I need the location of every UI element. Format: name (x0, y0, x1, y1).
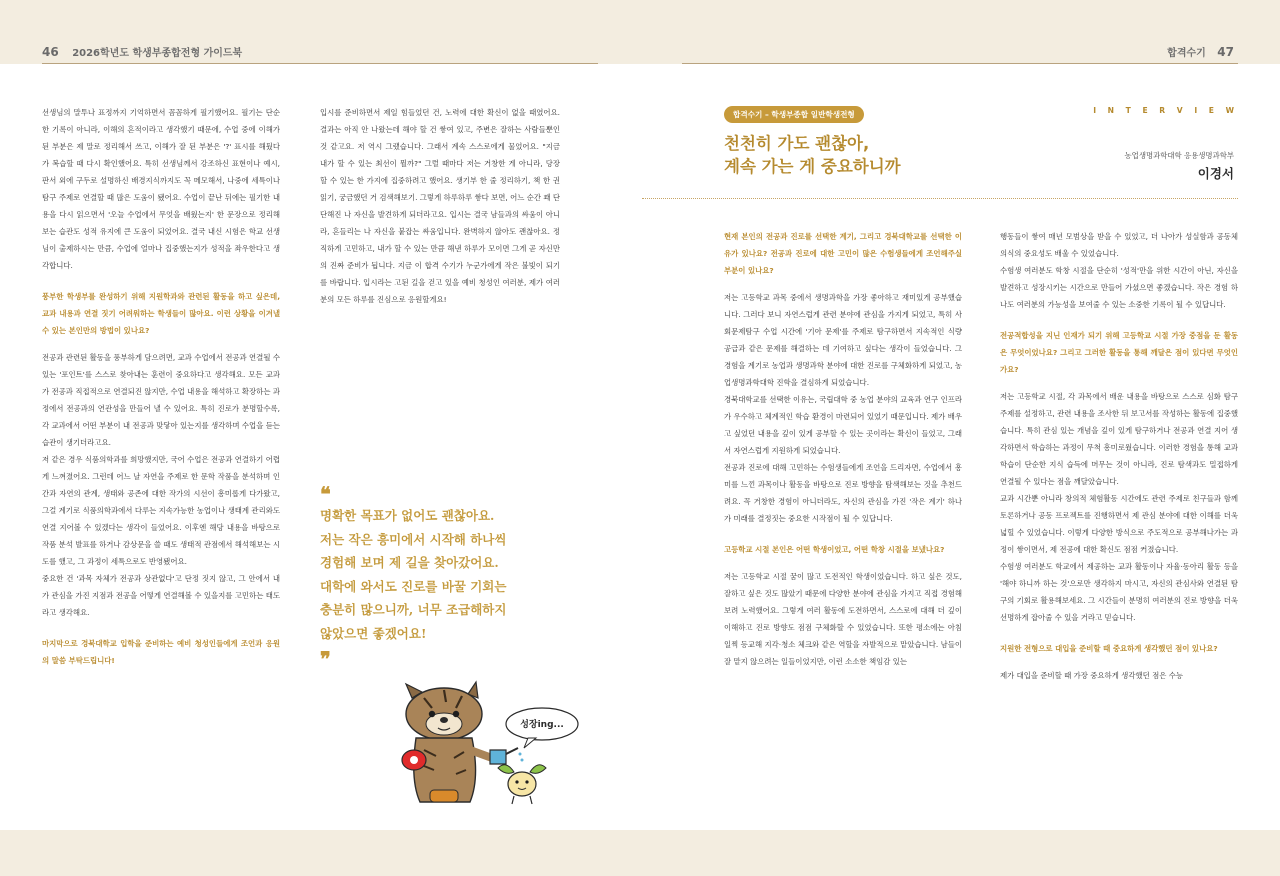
left-page-number: 46 (42, 45, 59, 59)
right-column-2 (1000, 228, 1238, 684)
speech-bubble (506, 708, 578, 748)
left-running-header (42, 44, 242, 59)
body-paragraph: 선생님의 말투나 표정까지 기억하면서 꼼꼼하게 필기했어요. 필기는 단순한 기록이 아니라, 이해의 흔적이라고 생각했기 때문에, 수업 중에 이해가 된 부분은 제 말로 정리해서 쓰고, 이해가 잘 된 부분은 '?' 표시를 해뒀다가 복습할 때 다시 확인했어요. 특히 선생님께서 강조하신 표현이나 예시, 판서 외에 구두로 설명하신 배경지식까지도 꼭 메모해서, 나중에 세특이나 탐구 주제로 연결할 때 많은 도움이 됐어요. 수업이 끝난 뒤에는 필기한 내용을 다시 읽으면서 '오늘 수업에서 무엇을 배웠는지' 한 문장으로 정리해보는 습관도 성적 유지에 큰 도움이 되었어요. 결국 내신 시험은 학교 선생님이 출제하시는 만큼, 수업에 얼마나 집중했는지가 성적을 좌우한다고 생각합니다. (42, 108, 280, 270)
body-paragraph: 저는 고등학교 시절, 각 과목에서 배운 내용을 바탕으로 스스로 심화 탐구 주제를 설정하고, 관련 내용을 조사한 뒤 보고서를 작성하는 활동에 집중했습니다. 특히 관심 있는 개념을 깊이 있게 탐구하거나 전공과 연결 지어 생각하면서 학습하는 과정이 무척 흥미로웠습니다. 이러한 경험을 통해 교과 학습이 단순한 지식 습득에 머무는 것이 아니라, 진로 탐색과도 밀접하게 연결될 수 있다는 점을 깨달았습니다. (1000, 392, 1238, 486)
speech-bubble-text: 성장ing... (520, 720, 564, 730)
title-line: 계속 가는 게 중요하니까 (724, 157, 901, 176)
quote-line: 저는 작은 흥미에서 시작해 하나씩 (320, 531, 507, 547)
right-running-title: 합격수기 (1167, 48, 1206, 59)
quote-line: 명확한 목표가 없어도 괜찮아요. (320, 508, 495, 523)
dotted-divider (642, 198, 1238, 199)
body-paragraph: 중요한 건 '과목 자체가 전공과 상관없다'고 단정 짓지 않고, 그 안에서 내가 관심을 가진 지점과 전공을 어떻게 연결해볼 수 있을지를 고민하는 태도라고 생각해요. (42, 574, 280, 617)
header-rule-left (42, 63, 598, 64)
body-paragraph: 교과 시간뿐 아니라 창의적 체험활동 시간에도 관련 주제로 친구들과 함께 토론하거나 공동 프로젝트를 진행하면서 제 관심 분야에 대한 이해를 더욱 넓힐 수 있었습니다. 이렇게 다양한 방식으로 주도적으로 공부해나가는 과정이 쌓이면서, 제 전공에 대한 확신도 점점 커졌습니다. (1000, 494, 1238, 554)
left-running-title: 2026학년도 학생부종합전형 가이드북 (72, 48, 243, 59)
right-page-number: 47 (1217, 45, 1234, 59)
mascot-illustration (394, 680, 584, 810)
body-paragraph: 입시를 준비하면서 제일 힘들었던 건, 노력에 대한 확신이 없을 때였어요. 결과는 아직 안 나왔는데 해야 할 건 쌓여 있고, 주변은 잘하는 사람들뿐인 것 같고요. 저 역시 그랬습니다. 그래서 계속 스스로에게 물었어요. "지금 내가 할 수 있는 최선이 뭘까?" 그럴 때마다 저는 거창한 게 아니라, 당장 할 수 있는 한 가지에 집중하려고 했어요. 생기부 한 줄 정리하기, 책 한 권 읽기, 궁금했던 거 검색해보기. 그렇게 하루하루 쌓다 보면, 어느 순간 꽤 단단해진 나 자신을 발견하게 되더라고요. 입시는 결국 남들과의 싸움이 아니라, 흔들리는 나 자신을 붙잡는 싸움입니다. 완벽하지 않아도 괜찮아요. 정직하게 고민하고, 내가 할 수 있는 만큼 해낸 하루가 모이면 그게 곧 자신만의 진짜 준비가 됩니다. 지금 이 합격 수기가 누군가에게 작은 불빛이 되기를 바랍니다. 입시라는 고된 길을 걷고 있을 예비 청성인 여러분, 제가 여러분의 모든 하루를 진심으로 응원할게요! (320, 108, 560, 304)
article-title (724, 132, 1044, 178)
body-paragraph: 전공과 관련된 활동을 풍부하게 담으려면, 교과 수업에서 전공과 연결될 수 있는 '포인트'를 스스로 찾아내는 훈련이 중요하다고 생각해요. 모든 교과가 전공과 직접적으로 연결되진 않지만, 수업 내용을 해석하고 확장하는 과정에서 전공과의 연관성을 만들어 낼 수 있어요. 특히 진로가 분명할수록, 각 교과에서 어떤 부분이 내 전공과 맞닿아 있는지를 생각하며 수업을 듣는 습관이 생기더라고요. (42, 353, 280, 447)
pull-quote (320, 482, 560, 671)
body-paragraph: 저 같은 경우 식품의학과를 희망했지만, 국어 수업은 전공과 연결하기 어렵게 느껴졌어요. 그런데 어느 날 자연을 주제로 한 문학 작품을 분석하며 인간과 자연의 관계, 생태와 공존에 대한 작가의 시선이 흥미롭게 다가왔고, 그걸 계기로 식품의학과에서 다루는 지속가능한 농업이나 생태계 관리와도 연결 지어볼 수 있겠다는 생각이 들었어요. 이후엔 해당 내용을 바탕으로 작품 분석 발표를 하거나 감상문을 쓸 때도 생태적 관점에서 해석해보는 시도를 했고, 그 과정이 세특으로도 반영됐어요. (42, 455, 280, 566)
department-name: 농업생명과학대학 응용생명과학부 (1124, 151, 1234, 160)
quote-open-icon: ❝ (320, 482, 331, 506)
quote-line: 충분히 많으니까, 너무 조급해하지 (320, 602, 507, 617)
left-column-1 (42, 104, 280, 679)
question-heading: 지원한 전형으로 대입을 준비할 때 중요하게 생각했던 점이 있나요? (1000, 644, 1218, 653)
body-paragraph: 저는 고등학교 과목 중에서 생명과학을 가장 좋아하고 재미있게 공부했습니다. 그러다 보니 자연스럽게 관련 분야에 관심을 가지게 되었고, 특히 사회문제탐구 수업 시간에 '기아 문제'를 주제로 탐구하면서 지속적인 식량 공급과 같은 문제를 해결하는 데 기여하고 싶다는 생각이 들었습니다. 그 경험을 계기로 농업과 생명과학 분야에 대한 진로를 구체화하게 되었고, 농업생명과학대학 진학을 결심하게 되었습니다. (724, 293, 962, 387)
left-column-2 (320, 104, 560, 308)
question-heading: 풍부한 학생부를 완성하기 위해 지원학과와 관련된 활동을 하고 싶은데, 교과 내용과 연결 짓기 어려워하는 학생들이 많아요. 이런 상황을 이겨낼 수 있는 본인만의 방법이 있나요? (42, 292, 280, 335)
question-heading: 전공적합성을 지닌 인재가 되기 위해 고등학교 시절 가장 중점을 둔 활동은 무엇이었나요? 그리고 그러한 활동을 통해 깨달은 점이 있다면 무엇인가요? (1000, 331, 1238, 374)
body-paragraph: 경북대학교를 선택한 이유는, 국립대학 중 농업 분야의 교육과 연구 인프라가 우수하고 체계적인 학습 환경이 마련되어 있었기 때문입니다. 제가 배우고 싶었던 내용을 깊이 있게 공부할 수 있는 곳이라는 확신이 들었고, 그래서 자연스럽게 지원하게 되었습니다. (724, 395, 962, 455)
question-heading: 현재 본인의 전공과 진로를 선택한 계기, 그리고 경북대학교를 선택한 이유가 있나요? 전공과 진로에 대한 고민이 많은 수험생들에게 조언해주실 부분이 있나요? (724, 232, 962, 275)
question-heading: 마지막으로 경북대학교 입학을 준비하는 예비 청성인들에게 조언과 응원의 말씀 부탁드립니다! (42, 639, 280, 665)
quote-line: 대학에 와서도 진로를 바꿀 기회는 (320, 578, 507, 594)
bottom-margin (0, 830, 1280, 876)
title-line: 천천히 가도 괜찮아, (724, 134, 870, 153)
body-paragraph: 수험생 여러분도 학교에서 제공하는 교과 활동이나 자율·동아리 활동 등을 '해야 하니까 하는 것'으로만 생각하지 마시고, 자신의 관심사와 연결된 탐구의 기회로 활용해보세요. 그 시간들이 분명히 여러분의 진로 방향을 더욱 선명하게 잡아줄 수 있을 거라고 믿습니다. (1000, 562, 1238, 622)
body-paragraph: 제가 대입을 준비할 때 가장 중요하게 생각했던 점은 수능 (1000, 671, 1184, 680)
author-name: 이경서 (1197, 166, 1234, 181)
quote-text (320, 504, 560, 645)
header-rule-right (682, 63, 1238, 64)
tiger-mascot-icon (402, 682, 524, 802)
body-paragraph: 수험생 여러분도 학창 시절을 단순히 '성적'만을 위한 시간이 아닌, 자신을 발견하고 성장시키는 시간으로 만들어 가셨으면 좋겠습니다. 작은 경험 하나도 여러분의 가능성을 보여줄 수 있는 소중한 기록이 될 수 있답니다. (1000, 266, 1238, 309)
interview-label: I N T E R V I E W (1093, 106, 1234, 115)
body-paragraph: 저는 고등학교 시절 꿈이 많고 도전적인 학생이었습니다. 하고 싶은 것도, 잘하고 싶은 것도 많았기 때문에 다양한 분야에 관심을 가지고 직접 경험해보려 노력했어요. 그렇게 여러 활동에 도전하면서, 스스로에 대해 더 깊이 이해하고 진로 방향도 점점 구체화할 수 있었습니다. 또한 평소에는 아침 일찍 등교해 지각·청소 체크와 같은 역할을 자발적으로 맡았습니다. 남들이 잘 맡지 않으려는 일들이었지만, 이런 소소한 책임감 있는 (724, 572, 962, 666)
right-column-1 (724, 228, 962, 670)
quote-close-icon: ❞ (320, 647, 331, 671)
body-paragraph: 전공과 진로에 대해 고민하는 수험생들에게 조언을 드리자면, 수업에서 흥미를 느낀 과목이나 활동을 바탕으로 진로 방향을 탐색해보는 것을 추천드려요. 꼭 거창한 경험이 아니더라도, 자신의 관심을 가진 '작은 계기' 하나가 미래를 결정짓는 중요한 시작점이 될 수 있답니다. (724, 463, 962, 523)
right-running-header (1167, 44, 1234, 59)
body-paragraph: 행동들이 쌓여 매년 모범상을 받을 수 있었고, 더 나아가 성실함과 공동체 의식의 중요성도 배울 수 있었습니다. (1000, 232, 1238, 258)
sprout-mascot-icon (498, 765, 546, 804)
section-tag: 합격수기 – 학생부종합 일반학생전형 (724, 106, 864, 123)
question-heading: 고등학교 시절 본인은 어떤 학생이었고, 어떤 학창 시절을 보냈나요? (724, 545, 945, 554)
quote-line: 않았으면 좋겠어요! (320, 625, 427, 641)
quote-line: 경험해 보며 제 길을 찾아갔어요. (320, 555, 499, 570)
